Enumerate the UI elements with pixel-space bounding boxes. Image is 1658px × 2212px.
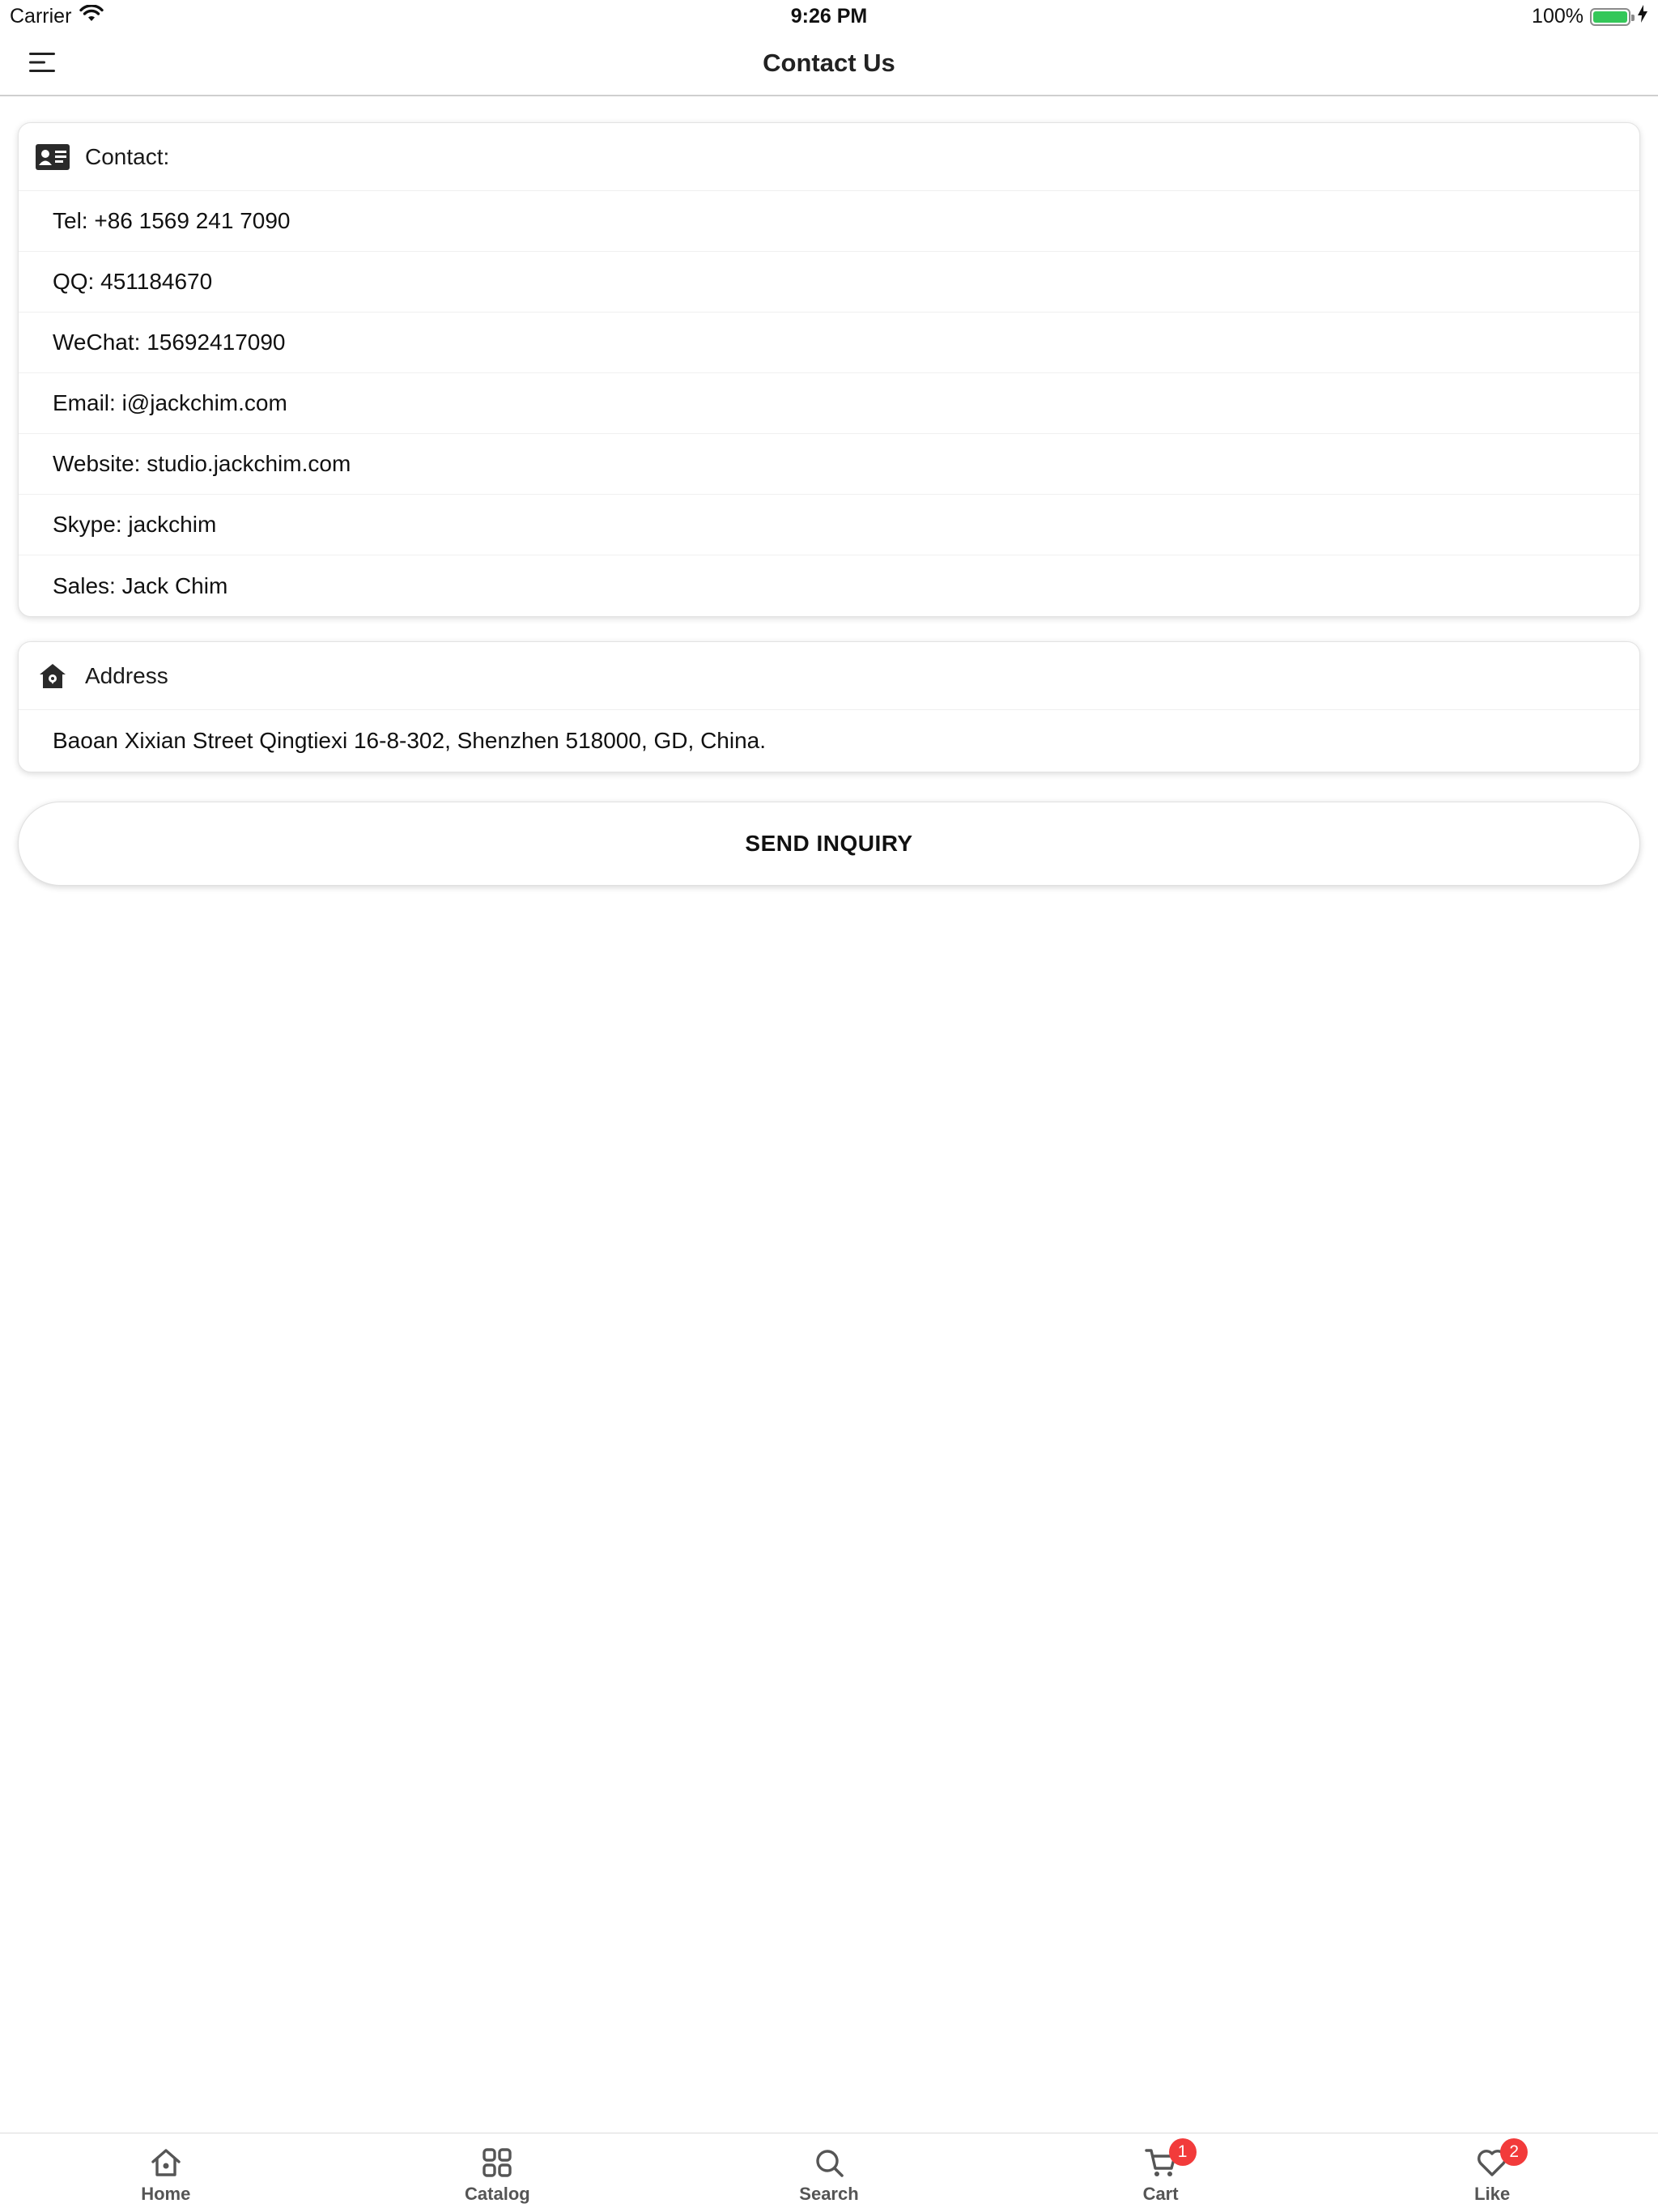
page-title: Contact Us bbox=[763, 49, 895, 77]
tab-cart-label: Cart bbox=[1142, 2184, 1179, 2204]
cart-icon bbox=[1141, 2142, 1188, 2182]
contact-card bbox=[18, 122, 1640, 617]
tab-like-label: Like bbox=[1474, 2184, 1511, 2204]
search-icon bbox=[810, 2143, 848, 2182]
like-badge: 2 bbox=[1500, 2138, 1528, 2166]
carrier-label: Carrier bbox=[10, 5, 72, 28]
address-card-title: Address bbox=[85, 662, 168, 688]
status-bar bbox=[0, 0, 1658, 34]
grid-icon bbox=[478, 2143, 517, 2182]
contact-row-email[interactable]: Email: i@jackchim.com bbox=[19, 373, 1639, 434]
contact-row-sales[interactable]: Sales: Jack Chim bbox=[53, 572, 228, 598]
tab-catalog[interactable] bbox=[332, 2133, 664, 2212]
cart-badge: 1 bbox=[1169, 2138, 1197, 2166]
tab-catalog-label: Catalog bbox=[465, 2184, 530, 2204]
heart-icon bbox=[1473, 2142, 1520, 2182]
tab-home[interactable] bbox=[0, 2133, 332, 2212]
contact-card-icon bbox=[35, 139, 70, 175]
charging-bolt-icon bbox=[1637, 5, 1648, 28]
address-card bbox=[18, 641, 1640, 772]
battery-percent: 100% bbox=[1532, 5, 1584, 28]
contact-row-tel[interactable]: Tel: +86 1569 241 7090 bbox=[19, 191, 1639, 252]
home-location-icon bbox=[35, 658, 70, 694]
address-card-header bbox=[19, 642, 1639, 710]
app-header bbox=[0, 34, 1658, 96]
contact-row-wechat[interactable]: WeChat: 15692417090 bbox=[19, 313, 1639, 373]
contact-row-qq[interactable]: QQ: 451184670 bbox=[19, 252, 1639, 313]
contact-row-skype[interactable]: Skype: jackchim bbox=[19, 495, 1639, 555]
home-icon bbox=[147, 2143, 185, 2182]
tab-search-label: Search bbox=[799, 2184, 859, 2204]
tab-search[interactable] bbox=[663, 2133, 995, 2212]
bottom-tab-bar bbox=[0, 2133, 1658, 2212]
contact-card-title: Contact: bbox=[85, 143, 170, 169]
tab-home-label: Home bbox=[141, 2184, 191, 2204]
send-inquiry-button[interactable]: SEND INQUIRY bbox=[18, 802, 1640, 886]
battery-icon bbox=[1590, 8, 1630, 26]
contact-card-header bbox=[19, 123, 1639, 191]
address-text[interactable]: Baoan Xixian Street Qingtiexi 16-8-302, Shenzhen 518000, GD, China. bbox=[53, 728, 767, 753]
contact-row-website[interactable]: Website: studio.jackchim.com bbox=[19, 434, 1639, 495]
status-time: 9:26 PM bbox=[790, 5, 868, 28]
tab-like[interactable] bbox=[1326, 2133, 1658, 2212]
tab-cart[interactable] bbox=[995, 2133, 1327, 2212]
